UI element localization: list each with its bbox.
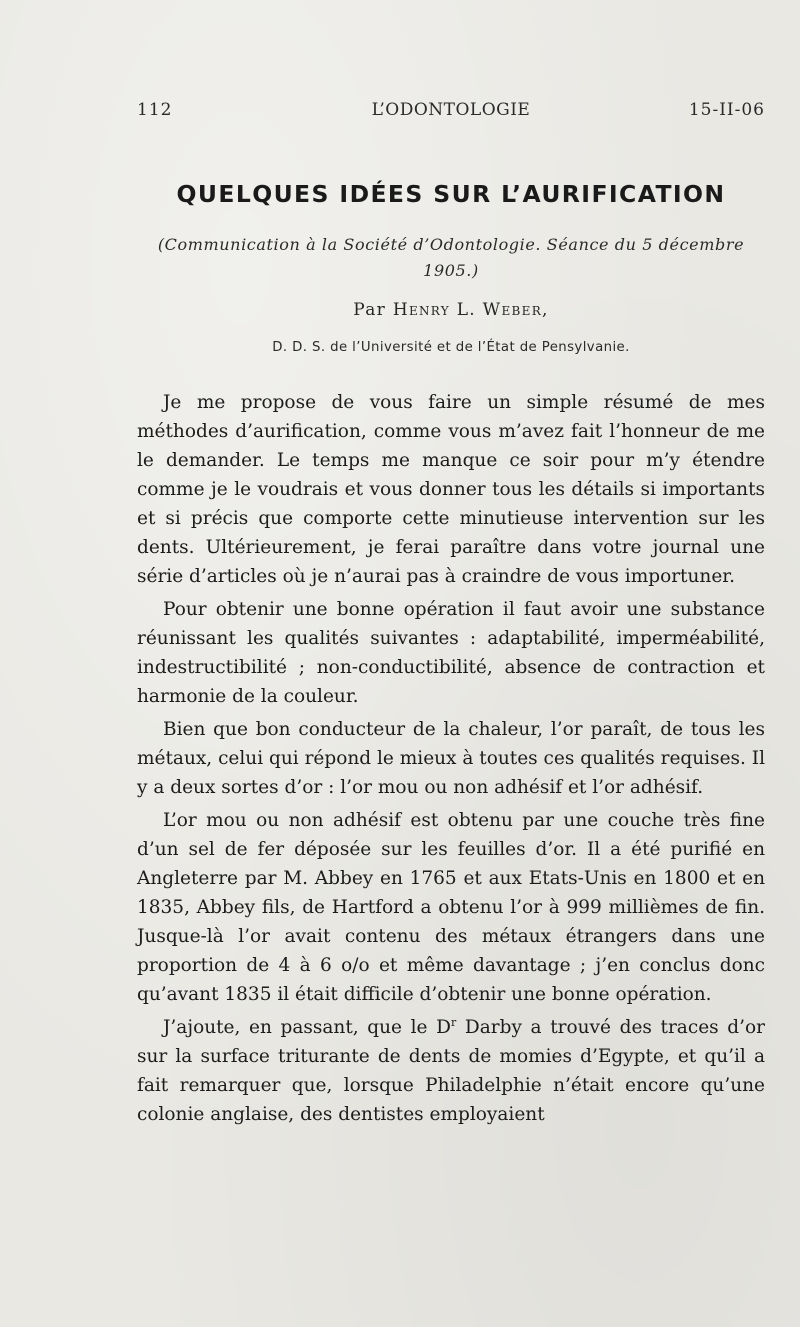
- paragraph: Bien que bon conducteur de la chaleur, l’or paraît, de tous les métaux, celui qui répond le mieux à toutes ces qualités requises. Il y a deux sortes d’or : l’or mou ou non adhésif et l’or adhésif.: [137, 719, 765, 798]
- author-name: Henry L. Weber,: [392, 300, 549, 320]
- article-body: [137, 388, 765, 1133]
- paragraph: L’or mou ou non adhésif est obtenu par une couche très fine d’un sel de fer déposée sur les feuilles d’or. Il a été purifié en Angleterre par M. Abbey en 1765 et aux Etats-Unis en 1800 et en 1835, Abbey fils, de Hartford a obtenu l’or à 999 millièmes de fin. Jusque-là l’or avait contenu des métaux étrangers dans une proportion de 4 à 6 o/o et même davantage ; j’en conclus donc qu’avant 1835 il était difficile d’obtenir une bonne opération.: [137, 810, 765, 1005]
- paragraph: Je me propose de vous faire un simple résumé de mes méthodes d’aurification, comme vous m’avez fait l’honneur de me le demander. Le temps me manque ce soir pour m’y étendre comme je le voudrais et vous donner tous les détails si importants et si précis que comporte cette minutieuse intervention sur les dents. Ultérieurement, je ferai paraître dans votre journal une série d’articles où je n’aurai pas à craindre de vous importuner.: [137, 392, 765, 587]
- paragraph: Pour obtenir une bonne opération il faut avoir une substance réunissant les qualités suivantes : adaptabilité, imperméabilité, indestructibilité ; non-conductibilité, absence de contraction et harmonie de la couleur.: [137, 599, 765, 707]
- article-title: QUELQUES IDÉES SUR L’AURIFICATION: [176, 180, 726, 208]
- paragraph-text: J’ajoute, en passant, que le D: [163, 1017, 451, 1038]
- superscript: r: [451, 1015, 457, 1029]
- issue-date: 15-II-06: [688, 100, 765, 120]
- article-subtitle: (Communication à la Société d’Odontologie. Séance du 5 décembre 1905.): [157, 235, 745, 280]
- author-line: [137, 300, 765, 320]
- paragraph-text: Darby a trouvé des traces d’or sur la surface triturante de dents de momies d’Egypte, et qu’il a fait remarquer que, lorsque Philadelphie n’était encore qu’une colonie anglaise, des dentistes employaient: [137, 1017, 765, 1125]
- journal-title: L’ODONTOLOGIE: [371, 100, 531, 120]
- author-prefix: Par: [353, 300, 387, 320]
- author-credentials: D. D. S. de l’Université et de l’État de Pensylvanie.: [272, 340, 630, 355]
- running-header: [137, 100, 765, 128]
- page-number: 112: [137, 100, 173, 120]
- paragraph-last: [137, 1013, 765, 1129]
